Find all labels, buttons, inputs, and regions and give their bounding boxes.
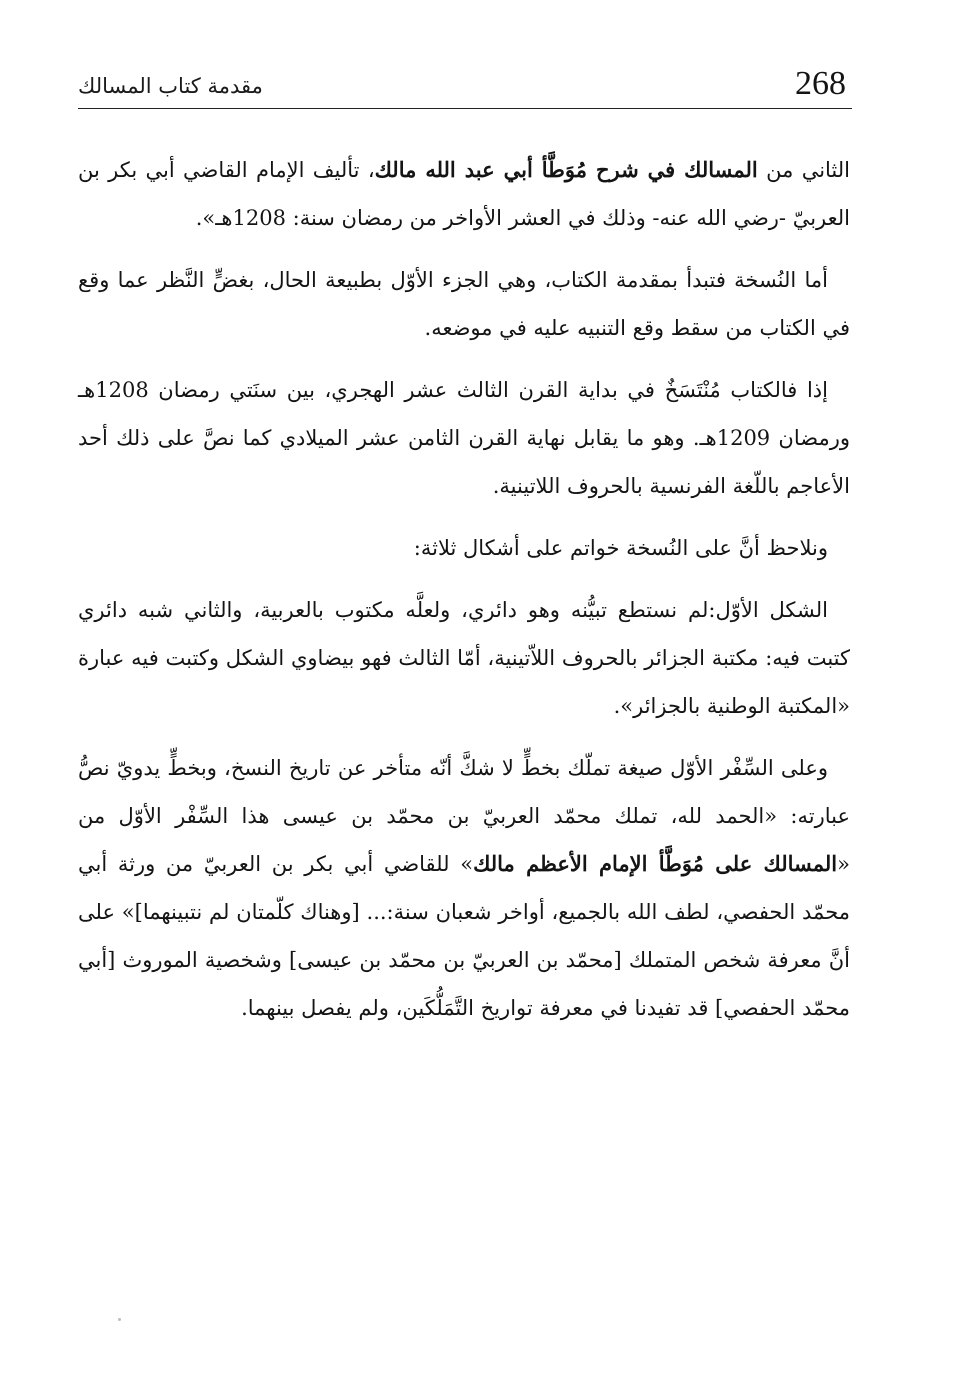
paragraph: ونلاحظ أنَّ على النُسخة خواتم على أشكال ثلاثة: <box>413 536 828 560</box>
paragraph <box>78 744 850 1032</box>
paragraph: إذا فالكتاب مُنْتَسَخٌ في بداية القرن الثالث عشر الهجري، بين سنَتي رمضان 1208هـ ورمضان 1209هـ. وهو ما يقابل نهاية القرن الثامن عشر الميلادي كما نصَّ على ذلك أحد الأعاجم باللّغة الفرنسية بالحروف اللاتينية. <box>78 378 850 498</box>
paragraph-text: » للقاضي أبي بكر بن العربيّ من ورثة أبي محمّد الحفصي، لطف الله بالجميع، أواخر شعبان سنة:... [وهناك كلّمتان لم نتبينهما]» على أنَّ معرفة شخص المتملك [محمّد بن العربيّ بن محمّد بن عيسى] وشخصية الموروث [أبي محمّد الحفصي] قد تفيدنا في معرفة تواريخ التَّمَلُّكَين، ولم يفصل بينهما. <box>78 852 850 1020</box>
paragraph <box>78 146 850 242</box>
page-header <box>78 58 850 108</box>
page-body <box>78 146 850 1046</box>
header-rule <box>78 108 852 109</box>
book-title-bold: المسالك في شرح مُوَطَّأ أبي عبد الله مالك <box>374 157 758 182</box>
paragraph-text: الثاني من <box>757 158 851 182</box>
paragraph: أما النُسخة فتبدأ بمقدمة الكتاب، وهي الجزء الأوّل بطبيعة الحال، بغضٍّ النَّظر عما وقع في الكتاب من سقط وقع التنبيه عليه في موضعه. <box>78 268 850 340</box>
running-title: مقدمة كتاب المسالك <box>78 74 263 98</box>
paragraph-text: وعلى السِّفْر الأوّل صيغة تملّك بخطٍّ لا شكَّ أنّه متأخر عن تاريخ النسخ، وبخطٍّ يدويّ نصُّ عبارته: «الحمد لله، تملك محمّد العربيّ بن محمّد بن عيسى هذا السِّفْر الأوّل من « <box>78 756 850 876</box>
paragraph: الشكل الأوّل:لم نستطع تبيُّنه وهو دائري، ولعلَّه مكتوب بالعربية، والثاني شبه دائري كتبت فيه: مكتبة الجزائر بالحروف اللاّتينية، أمّا الثالث فهو بيضاوي الشكل وكتبت فيه عبارة «المكتبة الوطنية بالجزائر». <box>78 598 850 718</box>
scan-speck <box>118 1318 121 1321</box>
page-number: 268 <box>795 65 846 102</box>
book-title-bold: المسالك على مُوَطَّأ الإمام الأعظم مالك <box>473 851 838 876</box>
paragraph-text: ، تأليف الإمام القاضي أبي بكر بن العربيّ -رضي الله عنه- وذلك في العشر الأواخر من رمضان سنة: 1208هـ». <box>78 158 850 230</box>
